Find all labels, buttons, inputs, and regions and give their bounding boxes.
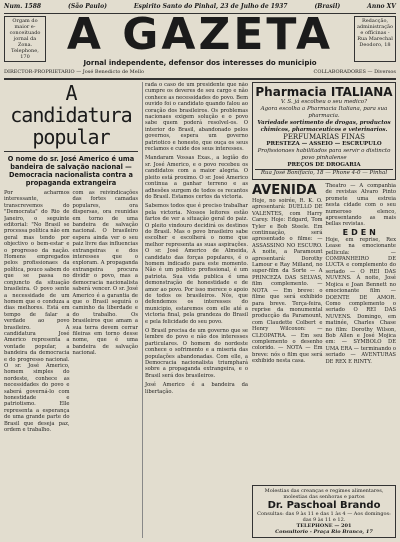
pharmacia-line-1: V. S. já escolheu o seu medico? bbox=[280, 99, 368, 105]
doctor-hours: Consultas: das 9 às 11 e das 1 às 4 — Aos domingos: das 9 às 11 e 12. bbox=[257, 511, 391, 523]
middle-column bbox=[142, 82, 248, 538]
pharmacia-title: Pharmacia ITALIANA bbox=[255, 85, 393, 99]
issue-year: Anno XV bbox=[367, 3, 396, 10]
doctor-ad bbox=[252, 485, 396, 538]
pharmacia-address: Rua José Bonifacio, 18 — Phone 4-0 — Pinhal bbox=[255, 169, 393, 177]
theatre-note: Theatro — A companhia de revistas Alvaro Pinto promete uma estreia nesta cidade com o seu numeroso elenco, apresentando as mais bellas revistas. bbox=[325, 183, 396, 228]
issue-country: (Brasil) bbox=[314, 3, 341, 10]
doctor-intro: Molestias das creanças e regimes alimentares, molestias das senhoras e partos bbox=[264, 488, 384, 500]
article-deck: O nome do sr. José Americo é uma bandeira de salvação nacional — Democracia nacionalista contra a propaganda extrangeira bbox=[7, 155, 135, 187]
masthead-title: A GAZETA bbox=[66, 9, 334, 60]
article-text-a: Por acharmos interessante, transcrevemos do "Democrata" do Rio de Janeiro, o seguinte editorial: "No Brasil se processa política não em geral mas tendo por objectivo o bem-estar e o progresso da nação. Homens empregados pelos profissionaes da política, pouco sabem do que se passa no conjuncto da situação brasileira. O povo sente a necessidade de um homem que o conduza a dias melhores. Está em tempo de falar a verdade ao povo brasileiro. A candidatura José Americo representa a vontade popular, a bandeira da democracia e do progresso nacional. O sr. José Americo, homem simples do nordeste, conhece as necessidades do povo e saberá governá-lo com honestidade e patriotismo. Elle representa a esperança de uma grande parte do Brasil que deseja paz, ordem e trabalho. bbox=[4, 190, 70, 434]
doctor-phone: TELEPHONE — 201 bbox=[296, 523, 352, 529]
pharmacia-line-3: Variedade sortimento de drogas, productos chimicos, pharmaceuticos e veterinarios. bbox=[257, 120, 391, 133]
main-article bbox=[4, 82, 138, 538]
issue-place-date: Espirito Santo do Pinhal, 23 de Julho de 1937 bbox=[133, 3, 288, 10]
middle-text-3: O Brasil precisa de um governo que se lembre do povo e não dos interesses particulares. O homem do nordeste conhece o sofrimento e a miseria das populações abandonadas. Com elle, a Democracia nacionalista triumphará sobre a propaganda extrangeira, e o Brasil será dos brasileiros. bbox=[145, 328, 248, 379]
right-ear-box: Redacção, administração e officinas - Rua Marechal Deodoro, 18 bbox=[354, 16, 396, 62]
collaborators: COLLABORADORES — Diversos bbox=[313, 69, 396, 75]
issue-city: (São Paulo) bbox=[68, 3, 107, 10]
article-headline: A candidatura popular bbox=[4, 82, 138, 152]
article-body-columns bbox=[4, 190, 138, 433]
pharmacia-line-2: Agora escolha a Pharmacia Italiana, para sua pharmacia. bbox=[260, 106, 388, 119]
doctor-address: Consultorio - Praça Rio Branco, 17 bbox=[275, 529, 373, 535]
middle-text-2: Mandaram Vossas Exas., a legião do sr. José Americo, e o povo recebeu os candidatos com a maior alegria. O pleito está proximo. O sr. José Americo continua a ganhar terreno e as adhesões surgem de todos os recantos do Brasil. Estamos certos da victoria. bbox=[145, 155, 248, 200]
issue-number: Num. 1588 bbox=[4, 3, 42, 10]
masthead-subtitle: Jornal independente, defensor dos interesses do municipio bbox=[83, 59, 317, 67]
pharmacia-line-5: PRESTEZA — ASSEIO — ESCRUPULO bbox=[266, 141, 382, 147]
director-name: DIRECTOR-PROPRIETARIO — José Benedicto de Mello bbox=[4, 69, 144, 75]
article-text-c: Sabemos todos que é preciso trabalhar pela victoria. Nossos leitores estão fartos de ver a situação geral do paiz. O pleito vindouro decidirá os destinos do Brasil. Mas o povo brasileiro sabe escolher e escolherá o nome que melhor representa as suas aspirações. O sr. José Americo de Almeida, candidato das forças populares, é o homem indicado para este momento. Não é um politico profissional, é um patriota. Sua vida publica é uma demonstração de honestidade e de amor ao povo. Por isso merece o apoio de todos os brasileiros. Nós, que defendemos os interesses do municipio, estaremos com elle até a victoria final, pela grandeza do Brasil e pela felicidade do seu povo. bbox=[145, 203, 248, 325]
doctor-name: Dr. Paschoal Brando bbox=[267, 500, 381, 511]
eden-title: EDEN bbox=[342, 227, 379, 237]
avenida-text: Hoje, no soirée, R. K. O. apresentará: DUELLO DE VALENTES, com Harry Carey. Hoje: Edgard, Tom Tyler e Bob Steele. Em continuação, será apresentado o filme: — ASSASSINO NO ESCURO. Á noite, a Paramount apresentará: Dorothy Lamour e Ray Milland, no super-film da Sorte — A PRINCEZA DAS SELVAS, film complemento. — NOTA — Em breve: o filme que será exhibido para breve. Terça-feira, reprise da monumental producção da Paramount, com Claudette Colbert e Henry Wilcoxon: — CLEOPATRA. — Em seu complemento o desenho colorido. — NOTA — Em breve: nós o film que será exhibido nesta casa. bbox=[252, 198, 323, 365]
right-column bbox=[252, 82, 396, 538]
article-text-b: com as reivindicações das fortes camadas populares, ora dispersas, ora reunidas em torno de uma bandeira de salvação nacional. O brasileiro espera ainda ver o seu paiz livre das influencias extrangeiras e dos interesses que o exploram. A propaganda extrangeira procura dividir o povo, mas a democracia nacionalista saberá vencer. O sr. José Americo é a garantia de que o Brasil seguirá o caminho da liberdade e do trabalho. Os brasileiros que amam a sua terra devem cerrar fileiras em torno desse nome, que é uma bandeira de salvação nacional. bbox=[72, 190, 138, 357]
pharmacia-line-7: PREÇOS DE DROGARIA bbox=[287, 162, 361, 168]
middle-text-4: José Americo é a bandeira da libertação. bbox=[145, 382, 248, 395]
director-line bbox=[4, 69, 396, 80]
avenida-title: AVENIDA bbox=[252, 183, 317, 198]
cinema-section bbox=[252, 183, 396, 365]
pharmacia-line-4: PERFUMARIAS FINAS bbox=[283, 133, 365, 141]
left-ear-box: Orgam do maior econceituado jornal da Zona. Telephone, 170 bbox=[4, 16, 46, 62]
avenida-column bbox=[252, 183, 323, 365]
eden-text: Hoje, em reprise, Rex Lease na emocionante pellicula: — COMPANHEIRO DE LUCTA e complemento do seriado — O REI DAS NUVENS. Á noite, José Mojica e Joan Bennett no emocionante film — DOENTE DE AMOR. Como complemento o seriado O REI DAS NUVENS. Domingo, em matinée, Charles Chase no film: Dorothy Wilson, Bob Allen e José Mojica em: — SYMBOLO DE UMA ERA — terminando o seriado — AVENTURAS DE REX E RINTY. bbox=[325, 236, 396, 365]
pharmacia-line-6: Profissionaes habilitados para servir o distincto povo pinhalense bbox=[257, 148, 391, 161]
middle-text-1: rada o caso de um presidente que não cumpre os deveres de seu cargo e não conhece as necessidades do povo. Bem ouvido foi o candidato quando falou ao coração dos brasileiros. Os problemas nacionaes exigem solução e o povo sabe quem poderá resolvel-os. O interior do Brasil, abandonado pelos governos, espera um governo patriotico e honesto, que ouça os seus reclamos e cuide dos seus interesses. bbox=[145, 82, 248, 153]
eden-column bbox=[326, 183, 397, 365]
pharmacia-ad bbox=[252, 82, 396, 180]
